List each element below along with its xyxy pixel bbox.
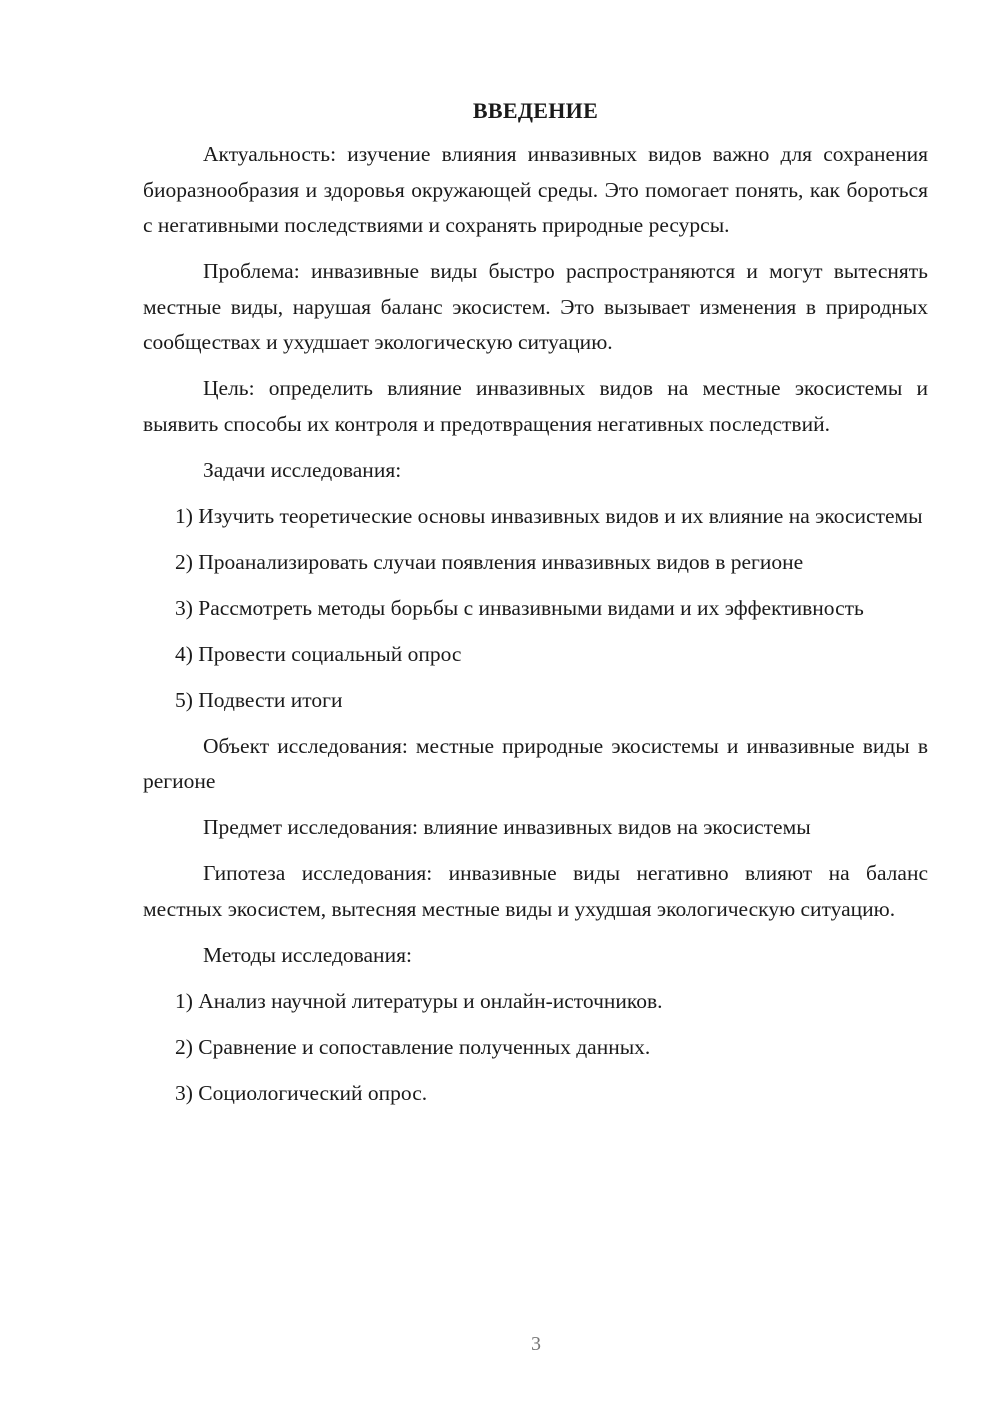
task-item-2: 2) Проанализировать случаи появления инвазивных видов в регионе [175,549,804,574]
tasks-heading: Задачи исследования: [203,457,402,482]
task-item-5: 5) Подвести итоги [175,687,343,712]
hypothesis-paragraph: Гипотеза исследования: инвазивные виды негативно влияют на баланс местных экосистем, вытесняя местные виды и ухудшая экологическую ситуацию. [143,861,928,921]
problem-paragraph: Проблема: инвазивные виды быстро распространяются и могут вытеснять местные виды, нарушая баланс экосистем. Это вызывает изменения в природных сообществах и ухудшает экологическую ситуацию. [143,259,928,354]
method-item-1: 1) Анализ научной литературы и онлайн-источников. [175,988,663,1013]
method-item-2: 2) Сравнение и сопоставление полученных данных. [175,1034,651,1059]
relevance-paragraph: Актуальность: изучение влияния инвазивных видов важно для сохранения биоразнообразия и здоровья окружающей среды. Это помогает понять, как бороться с негативными последствиями и сохранять природные ресурсы. [143,142,928,237]
methods-heading: Методы исследования: [203,942,412,967]
method-item-3: 3) Социологический опрос. [175,1080,428,1105]
task-item-4: 4) Провести социальный опрос [175,641,462,666]
object-paragraph: Объект исследования: местные природные экосистемы и инвазивные виды в регионе [143,733,928,793]
task-item-1: 1) Изучить теоретические основы инвазивных видов и их влияние на экосистемы [175,503,923,528]
subject-paragraph: Предмет исследования: влияние инвазивных видов на экосистемы [203,815,811,839]
section-title: ВВЕДЕНИЕ [472,98,599,123]
document-page [143,95,928,1122]
page-number: 3 [531,1333,541,1355]
task-item-3: 3) Рассмотреть методы борьбы с инвазивными видами и их эффективность [175,595,864,620]
goal-paragraph: Цель: определить влияние инвазивных видов на местные экосистемы и выявить способы их контроля и предотвращения негативных последствий. [143,376,928,436]
